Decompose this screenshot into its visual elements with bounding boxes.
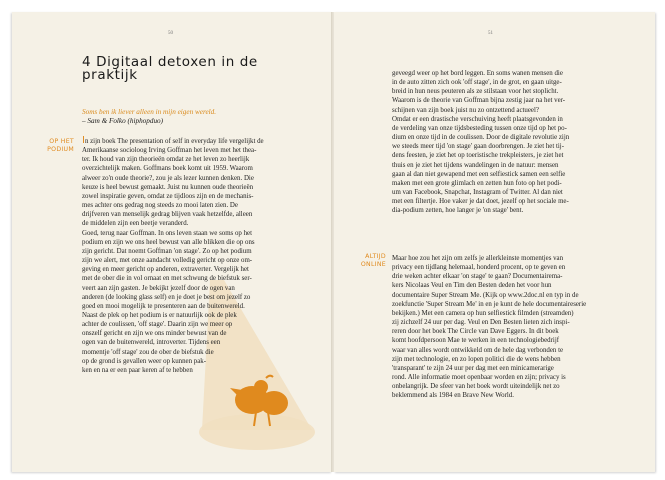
drop-cap: I — [82, 135, 85, 146]
paragraph: n zijn boek The presentation of self in everyday life vergelijkt de Amerikaanse socioloog Irving Goffman het leven met het thea- ter. Ik houd van zijn theorieën omdat ze het leven zo heerlijk overzichtelijk maken. Goffmans boek komt uit 1959. Waarom alweer zo'n oude theorie?, zou je als lezer kunnen denken. Die keuze is heel bewust gemaakt. Juist nu kunnen oude theorieën zowel inspiratie geven, omdat ze tijdloos zijn en de mechanis- mes achter ons gedrag nog steeds zo mooi laten zien. De drijfveren van menselijk gedrag blijven vaak hetzelfde, alleen de middelen zijn een beetje veranderd. — [82, 138, 264, 228]
page-number-left: 50 — [168, 31, 173, 36]
page-number-right: 51 — [488, 31, 493, 36]
right-page — [334, 12, 655, 472]
right-body-text-2: Maar hoe zou het zijn om zelfs je allerkleinste momentjes van privacy een tijdlang helemaal, honderd procent, op te geven en drie weken achter elkaar 'on stage' te gaan? Documentairema- kers Nicolaas Veul en Tim den Besten deden het voor hun documentaire Super Stream Me. (Kijk op www.2doc.nl en typ in de zoekfunctie 'Super Stream Me' in en je kunt de hele documentaireserie bekijken.) Met een camera op hun selfiestick filmden (streamden) zij zichzelf 24 uur per dag. Veul en Den Besten lieten zich inspi- reren door het boek The Circle van Dave Eggers. In dit boek komt hoofdpersoon Mae te werken in een technologiebedrijf waar van alles wordt ontwikkeld om de hele dag verbonden te zijn met technologie, en zo lopen politici die de wens hebben 'transparant' te zijn 24 uur per dag met een minicamerarige rond. Alle informatie moet openbaar worden en zijn; privacy is onbelangrijk. De sfeer van het boek wordt uiteindelijk net zo beklemmend als 1984 en Brave New World. — [392, 255, 587, 400]
epigraph — [82, 108, 312, 126]
side-heading-podium: OP HET PODIUM — [47, 138, 74, 153]
right-body-text-1: geveegd weer op het bord leggen. En soms wanen mensen die in de auto zitten zich ook 'off stage', in de grot, en gaan uitge- breid in hun neus peuteren als ze stilstaan voor het stoplicht. Waarom is de theorie van Goffman bijna zestig jaar na het ver- schijnen van zijn boek juist nu zo ontzettend actueel? Omdat er een drastische verschuiving heeft plaatsgevonden in de verdeling van onze tijdsbesteding tussen onze tijd op het po- dium en onze tijd in de coulissen. Door de digitale revolutie zijn we steeds meer tijd 'on stage' gaan doorbrengen. Je ziet het tij- dens feesten, je ziet het op toeristische trekpleisters, je ziet het thuis en je ziet het tijdens wandelingen in de natuur: mensen gaan al dan niet gewapend met een selfiestick samen een selfie maken met een grote glimlach en zetten hun foto op het podi- um van Facebook, Snapchat, Instagram of Twitter. Al dan niet met een filtertje. Hoe vaker je dat doet, jezelf op het sociale me- dia-podium zetten, hoe langer je 'on stage' bent. — [392, 70, 570, 215]
chapter-title: 4 Digitaal detoxen in de praktijk — [82, 54, 258, 83]
book-spread — [12, 12, 655, 472]
epigraph-author: – Sam & Folko (hiphopduo) — [82, 117, 164, 125]
side-heading-online: ALTIJD ONLINE — [360, 253, 386, 268]
left-page — [12, 12, 332, 472]
left-body-text — [82, 136, 264, 375]
paragraph: Goed, terug naar Goffman. In ons leven staan we soms op het podium en zijn we ons heel bewust van alle blikken die op ons zijn gericht. Dat noemt Goffman 'on stage'. Zo op het podium zijn we alert, met onze aandacht volledig gericht op onze om- geving en meer gericht op anderen, extraverter. Vergelijk het met de ober die in vol ornaat en met schwung de biefstuk ser- veert aan zijn gasten. Je bekijkt jezelf door de ogen van anderen (de looking glass self) en je doet je best om jezelf zo goed en mooi mogelijk te presenteren aan de buitenwereld. Naast de plek op het podium is er natuurlijk ook de plek achter de coulissen, 'off stage'. Daarin zijn we meer op onszelf gericht en zijn we ons minder bewust van de ogen van de buitenwereld, introverter. Tijdens een momentje 'off stage' zou de ober de biefstuk die op de grond is gevallen weer op kunnen pak- ken en na er een paar keren af te hebben — [82, 229, 255, 374]
epigraph-quote: Soms ben ik liever alleen in mijn eigen wereld. — [82, 108, 217, 116]
